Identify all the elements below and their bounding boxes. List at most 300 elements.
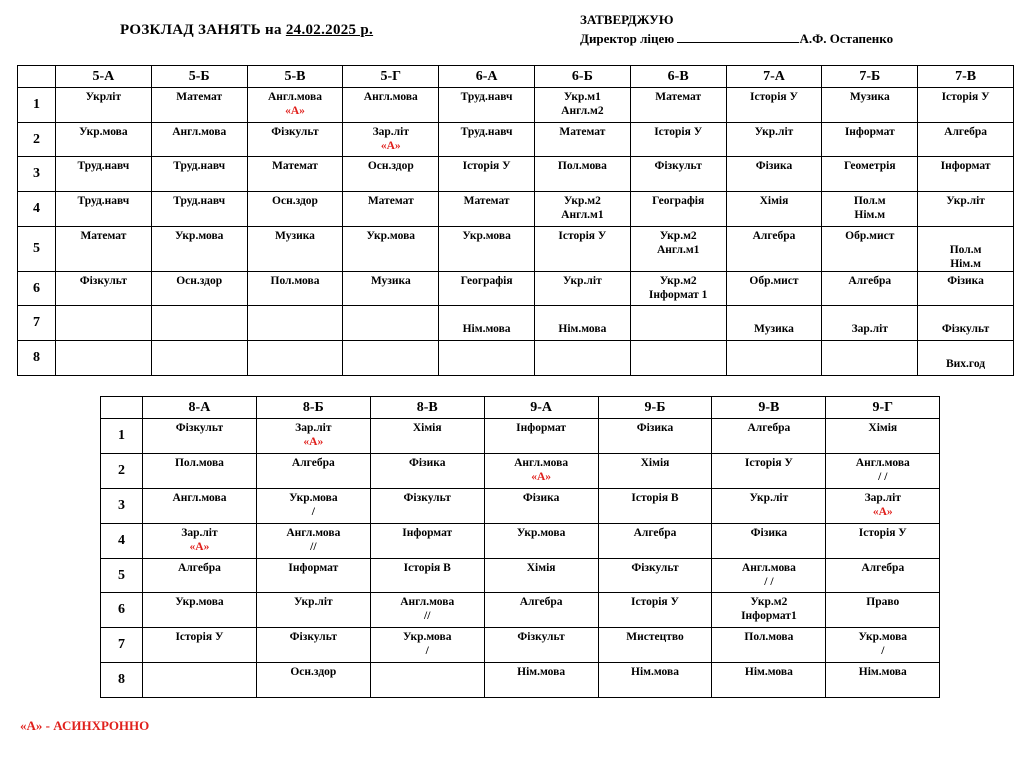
subject-text: Хімія (412, 422, 442, 434)
subject-text: / (881, 645, 885, 658)
lesson-cell (247, 271, 343, 306)
lesson-number: 4 (18, 192, 56, 227)
subject-text (727, 308, 822, 322)
table-row (18, 306, 1014, 341)
lesson-cell (534, 271, 630, 306)
subject-text: Труд.навч (77, 195, 130, 208)
lesson-cell (370, 628, 484, 663)
lesson-cell (151, 341, 247, 376)
lesson-number: 5 (101, 558, 143, 593)
lesson-cell (439, 226, 535, 271)
lesson-cell (439, 271, 535, 306)
lesson-number: 6 (18, 271, 56, 306)
subject-text: Осн.здор (367, 160, 414, 173)
subject-text: Інформат (288, 561, 339, 574)
lesson-cell (143, 628, 257, 663)
lesson-cell (256, 523, 370, 558)
table-row (101, 523, 940, 558)
subject-text: // (310, 540, 317, 553)
subject-text: Інформат (844, 125, 895, 138)
lesson-cell (826, 488, 940, 523)
subject-text: Нім.мова (517, 666, 566, 679)
lesson-number: 1 (18, 88, 56, 123)
lesson-cell (56, 306, 152, 341)
lesson-cell (151, 271, 247, 306)
lesson-cell (256, 419, 370, 454)
lesson-cell (56, 341, 152, 376)
lesson-cell (598, 453, 712, 488)
subject-text: Історія В (403, 561, 451, 574)
subject-text: Фізика (522, 491, 560, 504)
subject-text: Фізкульт (271, 125, 319, 138)
class-header: 8-А (143, 397, 257, 419)
subject-text: Укр.м2 (750, 596, 788, 609)
lesson-cell (343, 88, 439, 123)
subject-text: Нім.мова (558, 323, 607, 336)
lesson-cell (598, 628, 712, 663)
lesson-cell (439, 192, 535, 227)
subject-text: Музика (754, 323, 794, 336)
lesson-cell (256, 558, 370, 593)
subject-text: / / (764, 575, 774, 588)
subject-text: Англ.мова (741, 561, 796, 574)
lesson-cell (370, 523, 484, 558)
lesson-cell (712, 558, 826, 593)
lesson-cell (484, 523, 598, 558)
subject-text (535, 308, 630, 322)
subject-text: // (424, 610, 431, 623)
lesson-number: 7 (101, 628, 143, 663)
lesson-cell (484, 628, 598, 663)
lesson-cell (918, 157, 1014, 192)
subject-text (918, 343, 1013, 357)
lesson-cell (726, 122, 822, 157)
lesson-cell (484, 419, 598, 454)
lesson-cell (826, 558, 940, 593)
lesson-cell (726, 157, 822, 192)
lesson-cell (56, 122, 152, 157)
subject-text: Англ.м1 (561, 209, 604, 222)
lesson-cell (598, 558, 712, 593)
class-header: 6-В (630, 66, 726, 88)
lesson-cell (534, 88, 630, 123)
lesson-cell (143, 558, 257, 593)
table-header-row (101, 397, 940, 419)
subject-text: Фізкульт (941, 323, 990, 336)
lesson-number: 1 (101, 419, 143, 454)
signature-line (677, 31, 799, 43)
table-row (101, 663, 940, 698)
lesson-cell (630, 226, 726, 271)
lesson-cell (918, 88, 1014, 123)
subject-text: Мистецтво (626, 631, 684, 644)
lesson-cell (484, 488, 598, 523)
lesson-cell (826, 628, 940, 663)
subject-text: Укр.літ (749, 491, 789, 504)
lesson-cell (247, 157, 343, 192)
class-header: 5-Б (151, 66, 247, 88)
class-header: 6-А (439, 66, 535, 88)
title-prefix: РОЗКЛАД ЗАНЯТЬ на (120, 22, 286, 38)
subject-text: Хімія (759, 195, 789, 208)
lesson-cell (630, 341, 726, 376)
lesson-cell (598, 419, 712, 454)
lesson-cell (256, 488, 370, 523)
async-mark: «А» (285, 105, 305, 117)
lesson-cell (598, 523, 712, 558)
subject-text: Математ (655, 91, 702, 103)
async-mark: «А» (380, 139, 401, 152)
lesson-cell (56, 192, 152, 227)
lesson-cell (534, 192, 630, 227)
class-header: 7-Б (822, 66, 918, 88)
lesson-cell (56, 88, 152, 123)
subject-text: Укр.мова (289, 491, 338, 504)
subject-text: Фізика (636, 422, 674, 434)
subject-text: Вих.год (946, 358, 986, 371)
schedule-table-grades-5-7 (17, 65, 1014, 376)
lesson-cell (712, 488, 826, 523)
subject-text: Математ (367, 195, 414, 208)
subject-text: Англ.мова (514, 456, 569, 469)
subject-text: Історія У (744, 456, 793, 469)
lesson-cell (630, 271, 726, 306)
lesson-cell (598, 663, 712, 698)
subject-text: Право (866, 596, 900, 609)
class-header: 9-Б (598, 397, 712, 419)
lesson-number: 3 (101, 488, 143, 523)
lesson-cell (918, 271, 1014, 306)
lesson-cell (712, 663, 826, 698)
subject-text: Інформат (940, 160, 991, 173)
subject-text: Музика (849, 91, 890, 103)
lesson-cell (822, 88, 918, 123)
lesson-cell (630, 122, 726, 157)
lesson-number: 2 (18, 122, 56, 157)
subject-text: Труд.навч (460, 125, 513, 138)
subject-text: Англ.мова (267, 91, 322, 103)
table-row (101, 593, 940, 628)
subject-text: Осн.здор (272, 195, 318, 208)
subject-text: Музика (275, 229, 315, 242)
lesson-cell (143, 453, 257, 488)
subject-text: Інформат (516, 422, 567, 434)
subject-text: Алгебра (178, 561, 221, 574)
class-header: 8-Б (256, 397, 370, 419)
lesson-cell (151, 192, 247, 227)
class-header: 9-В (712, 397, 826, 419)
lesson-cell (726, 226, 822, 271)
subject-text: Нім.м (950, 257, 981, 270)
subject-text: Труд.навч (173, 160, 226, 173)
table-row (18, 271, 1014, 306)
subject-text: Фізкульт (517, 631, 565, 644)
subject-text: Алгебра (519, 596, 563, 609)
corner-cell (18, 66, 56, 88)
subject-text: Історія У (558, 229, 607, 242)
subject-text: Англ.мова (286, 526, 341, 539)
lesson-cell (712, 628, 826, 663)
lesson-cell (247, 88, 343, 123)
subject-text: Фізика (750, 526, 788, 539)
subject-text: Географія (460, 274, 513, 287)
subject-text: Зар.літ (181, 526, 218, 539)
subject-text (822, 308, 917, 322)
subject-text: Пол.м (853, 195, 886, 208)
director-line (580, 29, 893, 48)
subject-text: Хімія (526, 561, 556, 574)
lesson-cell (370, 558, 484, 593)
lesson-cell (826, 593, 940, 628)
title-date: 24.02.2025 р. (285, 22, 374, 38)
subject-text: Нім.м (854, 209, 886, 222)
subject-text: Зар.літ (851, 323, 888, 336)
subject-text: Нім.мова (744, 666, 793, 679)
schedule-table-grades-8-9 (100, 396, 940, 698)
table-row (18, 122, 1014, 157)
lesson-cell (712, 593, 826, 628)
lesson-cell (56, 157, 152, 192)
lesson-cell (256, 663, 370, 698)
subject-text: Алгебра (848, 274, 892, 287)
lesson-cell (343, 226, 439, 271)
subject-text: Історія У (631, 596, 679, 609)
lesson-cell (247, 192, 343, 227)
lesson-cell (534, 341, 630, 376)
table-row (18, 88, 1014, 123)
subject-text: Пол.мова (174, 456, 224, 469)
class-header: 5-А (56, 66, 152, 88)
subject-text: Укр.літ (946, 195, 985, 208)
subject-text: Алгебра (291, 456, 335, 469)
lesson-cell (822, 122, 918, 157)
subject-text: Англ.мова (855, 456, 910, 469)
subject-text: Хімія (868, 422, 898, 434)
subject-text: Історія У (941, 91, 990, 103)
subject-text: Інформат (402, 526, 453, 539)
subject-text: Історія У (462, 160, 511, 173)
lesson-cell (439, 122, 535, 157)
lesson-cell (370, 488, 484, 523)
subject-text: / (425, 645, 429, 658)
lesson-cell (918, 341, 1014, 376)
subject-text: Укр.мова (366, 229, 416, 242)
subject-text: Пол.м (949, 243, 982, 256)
lesson-cell (712, 453, 826, 488)
table-row (18, 341, 1014, 376)
subject-text: Англ.мова (363, 91, 418, 103)
table-row (101, 628, 940, 663)
lesson-number: 7 (18, 306, 56, 341)
subject-text: Алгебра (944, 125, 987, 138)
subject-text: Укр.м2 (659, 274, 697, 287)
table-header-row (18, 66, 1014, 88)
lesson-cell (826, 523, 940, 558)
subject-text: Зар.літ (864, 491, 901, 504)
lesson-cell (151, 122, 247, 157)
lesson-cell (822, 271, 918, 306)
lesson-cell (826, 419, 940, 454)
lesson-cell (918, 122, 1014, 157)
lesson-cell (247, 226, 343, 271)
lesson-cell (822, 192, 918, 227)
corner-cell (101, 397, 143, 419)
lesson-number: 4 (101, 523, 143, 558)
lesson-cell (918, 226, 1014, 271)
subject-text (439, 308, 534, 322)
subject-text: Укр.мова (402, 631, 452, 644)
lesson-cell (343, 157, 439, 192)
lesson-cell (630, 192, 726, 227)
table-row (18, 157, 1014, 192)
subject-text: Математ (463, 195, 510, 208)
lesson-cell (151, 157, 247, 192)
lesson-cell (56, 271, 152, 306)
lesson-cell (534, 122, 630, 157)
lesson-cell (247, 122, 343, 157)
lesson-cell (143, 593, 257, 628)
subject-text: Музика (370, 274, 411, 287)
lesson-cell (918, 192, 1014, 227)
subject-text: Осн.здор (176, 274, 223, 287)
subject-text: Пол.мова (744, 631, 794, 644)
lesson-cell (143, 523, 257, 558)
subject-text: Фізкульт (289, 631, 338, 644)
table-row (101, 419, 940, 454)
lesson-cell (484, 558, 598, 593)
async-mark: «А» (189, 540, 210, 553)
subject-text: Укр.літ (563, 274, 602, 287)
lesson-cell (439, 88, 535, 123)
subject-text: Укр.мова (175, 596, 224, 609)
subject-text: Нім.мова (462, 323, 511, 336)
subject-text: Фізика (408, 456, 446, 469)
subject-text: Труд.навч (173, 195, 226, 208)
lesson-cell (343, 341, 439, 376)
lesson-number: 2 (101, 453, 143, 488)
subject-text: Історія В (631, 491, 679, 504)
subject-text: Нім.мова (858, 666, 907, 679)
lesson-cell (726, 88, 822, 123)
lesson-cell (151, 226, 247, 271)
subject-text: Математ (559, 125, 606, 138)
subject-text: Укр.м1 (563, 91, 601, 103)
subject-text: Математ (80, 229, 127, 242)
class-header: 6-Б (534, 66, 630, 88)
subject-text: / (311, 505, 315, 518)
lesson-cell (630, 306, 726, 341)
lesson-cell (370, 419, 484, 454)
table-row (101, 453, 940, 488)
lesson-cell (343, 306, 439, 341)
subject-text: Фізкульт (79, 274, 128, 287)
lesson-cell (726, 192, 822, 227)
subject-text: Англ.мова (172, 125, 227, 138)
subject-text: Фізика (755, 160, 793, 173)
lesson-cell (343, 271, 439, 306)
subject-text: Фізкульт (631, 561, 679, 574)
lesson-cell (726, 341, 822, 376)
subject-text: Інформат 1 (648, 288, 708, 301)
subject-text: Укр.м2 (563, 195, 601, 208)
subject-text: Англ.м1 (656, 243, 700, 256)
subject-text: Англ.мова (172, 491, 227, 504)
lesson-cell (822, 341, 918, 376)
class-header: 7-В (918, 66, 1014, 88)
subject-text: Історія У (175, 631, 224, 644)
lesson-cell (822, 226, 918, 271)
class-header: 9-А (484, 397, 598, 419)
class-header: 7-А (726, 66, 822, 88)
director-name: А.Ф. Остапенко (799, 31, 894, 46)
subject-text: Алгебра (633, 526, 677, 539)
subject-text: Обр.мист (845, 229, 895, 242)
subject-text: Фізкульт (654, 160, 702, 173)
subject-text: Труд.навч (460, 91, 513, 103)
lesson-cell (484, 593, 598, 628)
lesson-cell (630, 157, 726, 192)
lesson-cell (712, 419, 826, 454)
subject-text: Зар.літ (372, 125, 409, 138)
subject-text: Математ (176, 91, 223, 103)
lesson-cell (534, 306, 630, 341)
lesson-number: 8 (18, 341, 56, 376)
table-row (18, 226, 1014, 271)
subject-text: Укр.мова (462, 229, 511, 242)
subject-text: Укр.м2 (659, 229, 697, 242)
subject-text: Обр.мист (749, 274, 799, 287)
async-mark: «А» (303, 436, 324, 448)
lesson-cell (826, 453, 940, 488)
lesson-cell (343, 192, 439, 227)
lesson-number: 3 (18, 157, 56, 192)
subject-text: Укр.літ (754, 125, 794, 138)
lesson-cell (143, 488, 257, 523)
async-mark: «А» (872, 505, 893, 518)
lesson-cell (151, 306, 247, 341)
subject-text: Укр.мова (858, 631, 908, 644)
subject-text (918, 308, 1013, 322)
lesson-cell (598, 593, 712, 628)
page-title (120, 22, 373, 39)
subject-text: Історія У (858, 526, 907, 539)
subject-text: Алгебра (747, 422, 791, 434)
lesson-cell (918, 306, 1014, 341)
subject-text: Геометрія (843, 160, 896, 173)
table-row (101, 558, 940, 593)
lesson-cell (598, 488, 712, 523)
lesson-cell (247, 341, 343, 376)
lesson-cell (439, 157, 535, 192)
approval-block (580, 10, 893, 48)
subject-text: Алгебра (752, 229, 796, 242)
table-row (101, 488, 940, 523)
lesson-cell (726, 306, 822, 341)
lesson-number: 6 (101, 593, 143, 628)
class-header: 5-Г (343, 66, 439, 88)
lesson-cell (826, 663, 940, 698)
subject-text: Укр.мова (516, 526, 566, 539)
subject-text: Англ.мова (400, 596, 455, 609)
subject-text: Укр.мова (79, 125, 128, 138)
async-legend: «А» - АСИНХРОННО (20, 718, 150, 733)
subject-text: Пол.мова (557, 160, 607, 173)
lesson-cell (630, 88, 726, 123)
subject-text: Фізика (947, 274, 984, 287)
subject-text: Алгебра (861, 561, 905, 574)
subject-text: Фізкульт (175, 422, 224, 434)
lesson-cell (143, 663, 257, 698)
